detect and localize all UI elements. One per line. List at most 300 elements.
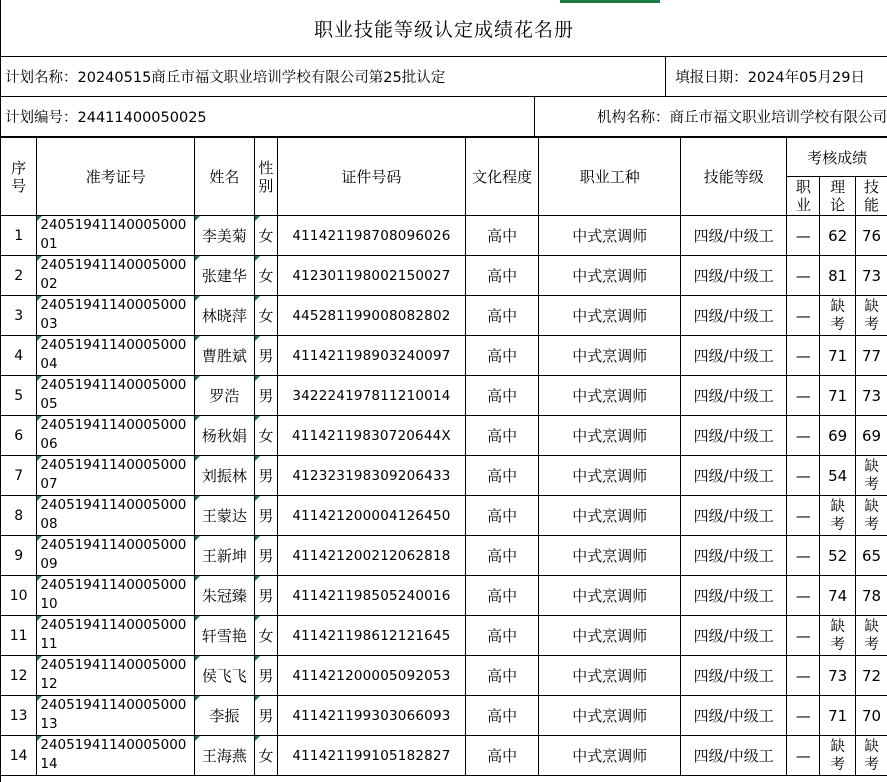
row-name[interactable] (195, 696, 254, 736)
row-score-prof-text: — (795, 706, 811, 725)
row-id-no-text: 411421198505240016 (292, 587, 451, 604)
row-occupation[interactable] (539, 256, 680, 296)
row-gender[interactable] (254, 496, 278, 536)
row-score-prof[interactable] (787, 736, 820, 776)
row-score-theory[interactable] (820, 256, 856, 296)
table-body (1, 216, 887, 776)
row-seq-text: 14 (9, 747, 28, 764)
plan-name-row (1, 57, 887, 97)
row-name[interactable] (195, 336, 254, 376)
row-education[interactable] (465, 456, 539, 496)
row-id-no[interactable] (278, 256, 466, 296)
row-occupation[interactable] (539, 336, 680, 376)
row-occupation-text: 中式烹调师 (572, 267, 648, 285)
row-name[interactable] (195, 376, 254, 416)
header-gender: 性别 (254, 138, 278, 216)
row-exam-no[interactable] (37, 496, 195, 536)
row-seq[interactable] (1, 696, 37, 736)
row-name-text: 朱冠臻 (201, 587, 247, 605)
row-id-no[interactable] (278, 416, 466, 456)
row-skill-level-text: 四级/中级工 (693, 507, 774, 525)
cell-comment-flag (255, 416, 260, 421)
org-name (597, 106, 887, 127)
row-occupation-text: 中式烹调师 (572, 587, 648, 605)
row-occupation[interactable] (539, 736, 680, 776)
row-name-text: 杨秋娟 (201, 427, 247, 445)
row-score-prof[interactable] (787, 456, 820, 496)
row-skill-level[interactable] (680, 656, 787, 696)
row-skill-level[interactable] (680, 696, 787, 736)
row-exam-no[interactable] (37, 656, 195, 696)
score-table (1, 137, 887, 776)
row-skill-level[interactable] (680, 216, 787, 256)
row-score-prof-text: — (795, 426, 811, 445)
row-gender-text: 男 (258, 667, 274, 685)
header-education: 文化程度 (465, 138, 539, 216)
row-seq[interactable] (1, 576, 37, 616)
row-score-theory-text: 71 (828, 386, 848, 405)
row-exam-no[interactable] (37, 456, 195, 496)
row-occupation[interactable] (539, 616, 680, 656)
header-skill-level: 技能等级 (680, 138, 787, 216)
cell-comment-flag (37, 576, 42, 581)
cell-comment-flag (255, 536, 260, 541)
row-score-prof[interactable] (787, 256, 820, 296)
row-score-skill-text: 缺考 (864, 458, 879, 493)
row-occupation-text: 中式烹调师 (572, 227, 648, 245)
plan-no-value: 24411400050025 (77, 110, 207, 126)
row-score-prof[interactable] (787, 336, 820, 376)
row-education-text: 高中 (487, 427, 518, 445)
row-occupation[interactable] (539, 656, 680, 696)
row-score-prof[interactable] (787, 496, 820, 536)
row-score-skill[interactable] (856, 736, 887, 776)
row-score-theory-text: 73 (828, 666, 848, 685)
row-seq-text: 9 (14, 547, 24, 564)
header-name: 姓名 (195, 138, 254, 216)
row-id-no-text: 41142119830720644X (292, 427, 451, 444)
row-occupation[interactable] (539, 456, 680, 496)
row-occupation-text: 中式烹调师 (572, 747, 648, 765)
row-score-prof[interactable] (787, 216, 820, 256)
row-education[interactable] (465, 336, 539, 376)
cell-comment-flag (37, 536, 42, 541)
row-exam-no[interactable] (37, 576, 195, 616)
row-score-theory[interactable] (820, 456, 856, 496)
cell-comment-flag (195, 536, 200, 541)
row-name[interactable] (195, 416, 254, 456)
row-seq-text: 7 (14, 467, 24, 484)
table-row[interactable] (1, 376, 887, 416)
row-score-theory[interactable] (820, 696, 856, 736)
cell-comment-flag (37, 296, 42, 301)
row-gender-text: 男 (258, 587, 274, 605)
row-score-theory[interactable] (820, 496, 856, 536)
row-skill-level-text: 四级/中级工 (693, 427, 774, 445)
row-gender[interactable] (254, 696, 278, 736)
row-score-prof-text: — (795, 586, 811, 605)
row-gender-text: 女 (258, 627, 274, 645)
row-education[interactable] (465, 496, 539, 536)
row-seq[interactable] (1, 296, 37, 336)
row-score-theory-text: 71 (828, 706, 848, 725)
row-score-skill[interactable] (856, 256, 887, 296)
row-education[interactable] (465, 416, 539, 456)
cell-comment-flag (195, 216, 200, 221)
table-row[interactable] (1, 656, 887, 696)
row-name-text: 曹胜斌 (201, 347, 247, 365)
cell-comment-flag (37, 696, 42, 701)
row-education-text: 高中 (487, 347, 518, 365)
row-seq[interactable] (1, 496, 37, 536)
row-score-prof[interactable] (787, 416, 820, 456)
plan-name-label: 计划名称： (5, 70, 78, 86)
row-exam-no[interactable] (37, 376, 195, 416)
table-row[interactable] (1, 616, 887, 656)
row-score-theory-text: 52 (828, 546, 848, 565)
row-name[interactable] (195, 656, 254, 696)
row-name[interactable] (195, 576, 254, 616)
header-row (1, 138, 887, 177)
row-education-text: 高中 (487, 707, 518, 725)
row-score-theory-text: 缺考 (830, 618, 845, 653)
row-exam-no[interactable] (37, 696, 195, 736)
row-score-skill[interactable] (856, 616, 887, 656)
page-title: 职业技能等级认定成绩花名册 (1, 0, 887, 57)
row-score-theory-text: 缺考 (830, 498, 845, 533)
row-seq[interactable] (1, 336, 37, 376)
table-row[interactable] (1, 416, 887, 456)
cell-comment-flag (195, 576, 200, 581)
row-score-skill[interactable] (856, 216, 887, 256)
row-education[interactable] (465, 736, 539, 776)
row-score-skill[interactable] (856, 536, 887, 576)
row-education[interactable] (465, 616, 539, 656)
row-seq[interactable] (1, 536, 37, 576)
row-score-skill-text: 65 (862, 546, 882, 565)
row-score-theory-text: 74 (828, 586, 848, 605)
row-skill-level-text: 四级/中级工 (693, 587, 774, 605)
row-gender[interactable] (254, 416, 278, 456)
row-skill-level[interactable] (680, 416, 787, 456)
header-id-no: 证件号码 (278, 138, 466, 216)
table-row[interactable] (1, 336, 887, 376)
row-skill-level[interactable] (680, 376, 787, 416)
row-id-no[interactable] (278, 736, 466, 776)
row-name[interactable] (195, 296, 254, 336)
header-seq: 序号 (1, 138, 37, 216)
row-score-skill-text: 76 (862, 226, 882, 245)
cell-comment-flag (255, 656, 260, 661)
row-education[interactable] (465, 696, 539, 736)
table-row[interactable] (1, 696, 887, 736)
header-scores: 考核成绩 (787, 138, 887, 177)
plan-no-row (1, 97, 887, 137)
row-seq[interactable] (1, 736, 37, 776)
row-occupation-text: 中式烹调师 (572, 507, 648, 525)
row-score-theory[interactable] (820, 576, 856, 616)
row-gender[interactable] (254, 296, 278, 336)
row-exam-no[interactable] (37, 416, 195, 456)
cell-comment-flag (195, 416, 200, 421)
row-occupation[interactable] (539, 536, 680, 576)
row-occupation[interactable] (539, 296, 680, 336)
row-exam-no-text: 2405194114000500014 (40, 737, 187, 772)
row-score-prof[interactable] (787, 656, 820, 696)
row-skill-level[interactable] (680, 536, 787, 576)
row-score-theory-text: 缺考 (830, 738, 845, 773)
row-gender-text: 女 (258, 267, 274, 285)
row-score-prof-text: — (795, 386, 811, 405)
row-gender[interactable] (254, 576, 278, 616)
row-id-no-text: 411421199105182827 (292, 747, 451, 764)
row-skill-level[interactable] (680, 496, 787, 536)
row-seq[interactable] (1, 216, 37, 256)
row-id-no[interactable] (278, 376, 466, 416)
row-score-skill[interactable] (856, 336, 887, 376)
row-id-no[interactable] (278, 216, 466, 256)
table-row[interactable] (1, 736, 887, 776)
row-seq[interactable] (1, 256, 37, 296)
row-education[interactable] (465, 536, 539, 576)
row-id-no[interactable] (278, 336, 466, 376)
row-skill-level-text: 四级/中级工 (693, 547, 774, 565)
row-score-theory-text: 69 (828, 426, 848, 445)
row-education-text: 高中 (487, 547, 518, 565)
row-seq-text: 11 (9, 627, 28, 644)
row-exam-no-text: 2405194114000500007 (40, 457, 187, 492)
row-education[interactable] (465, 656, 539, 696)
row-gender-text: 女 (258, 227, 274, 245)
row-score-prof-text: — (795, 546, 811, 565)
row-exam-no-text: 2405194114000500006 (40, 417, 187, 452)
header-score-skill: 技能 (856, 177, 887, 216)
row-seq[interactable] (1, 456, 37, 496)
row-exam-no[interactable] (37, 296, 195, 336)
row-gender[interactable] (254, 376, 278, 416)
row-skill-level-text: 四级/中级工 (693, 707, 774, 725)
row-name[interactable] (195, 616, 254, 656)
row-exam-no[interactable] (37, 536, 195, 576)
row-exam-no[interactable] (37, 336, 195, 376)
row-skill-level[interactable] (680, 336, 787, 376)
row-skill-level[interactable] (680, 616, 787, 656)
row-occupation[interactable] (539, 216, 680, 256)
row-exam-no-text: 2405194114000500008 (40, 497, 187, 532)
row-occupation[interactable] (539, 696, 680, 736)
row-gender[interactable] (254, 336, 278, 376)
row-gender[interactable] (254, 536, 278, 576)
row-occupation-text: 中式烹调师 (572, 627, 648, 645)
row-gender[interactable] (254, 736, 278, 776)
row-name[interactable] (195, 736, 254, 776)
row-occupation[interactable] (539, 416, 680, 456)
row-seq[interactable] (1, 616, 37, 656)
row-score-skill-text: 69 (862, 426, 882, 445)
row-skill-level[interactable] (680, 576, 787, 616)
row-seq-text: 13 (9, 707, 28, 724)
row-score-skill-text: 缺考 (864, 738, 879, 773)
row-education-text: 高中 (487, 387, 518, 405)
table-row[interactable] (1, 256, 887, 296)
table-row[interactable] (1, 536, 887, 576)
row-score-theory[interactable] (820, 536, 856, 576)
row-score-prof-text: — (795, 266, 811, 285)
row-id-no[interactable] (278, 616, 466, 656)
row-score-theory[interactable] (820, 376, 856, 416)
cell-comment-flag (37, 656, 42, 661)
row-score-theory[interactable] (820, 656, 856, 696)
row-exam-no-text: 2405194114000500003 (40, 297, 187, 332)
table-row[interactable] (1, 216, 887, 256)
row-education-text: 高中 (487, 587, 518, 605)
row-score-theory[interactable] (820, 296, 856, 336)
row-skill-level[interactable] (680, 736, 787, 776)
row-id-no-text: 411421198708096026 (292, 227, 451, 244)
row-education[interactable] (465, 576, 539, 616)
row-score-prof-text: — (795, 506, 811, 525)
row-occupation-text: 中式烹调师 (572, 347, 648, 365)
row-skill-level[interactable] (680, 456, 787, 496)
row-score-theory[interactable] (820, 416, 856, 456)
row-score-skill[interactable] (856, 296, 887, 336)
row-score-theory[interactable] (820, 336, 856, 376)
org-label: 机构名称： (597, 110, 670, 126)
row-id-no[interactable] (278, 296, 466, 336)
row-name-text: 李振 (209, 707, 240, 725)
row-exam-no-text: 2405194114000500001 (40, 217, 187, 252)
row-education-text: 高中 (487, 747, 518, 765)
row-score-prof-text: — (795, 466, 811, 485)
row-skill-level[interactable] (680, 296, 787, 336)
row-occupation[interactable] (539, 376, 680, 416)
row-score-skill-text: 缺考 (864, 618, 879, 653)
row-seq-text: 5 (14, 387, 24, 404)
row-gender-text: 女 (258, 747, 274, 765)
row-id-no[interactable] (278, 496, 466, 536)
row-score-prof[interactable] (787, 616, 820, 656)
row-score-theory[interactable] (820, 736, 856, 776)
row-gender[interactable] (254, 616, 278, 656)
row-seq-text: 4 (14, 347, 24, 364)
row-score-theory[interactable] (820, 616, 856, 656)
row-score-prof[interactable] (787, 296, 820, 336)
table-row[interactable] (1, 456, 887, 496)
row-name[interactable] (195, 496, 254, 536)
row-score-skill-text: 77 (862, 346, 882, 365)
cell-comment-flag (195, 376, 200, 381)
row-seq[interactable] (1, 416, 37, 456)
row-gender[interactable] (254, 256, 278, 296)
cell-comment-flag (255, 576, 260, 581)
row-score-skill[interactable] (856, 456, 887, 496)
row-occupation[interactable] (539, 576, 680, 616)
cell-comment-flag (37, 256, 42, 261)
row-skill-level-text: 四级/中级工 (693, 267, 774, 285)
row-score-skill-text: 72 (862, 666, 882, 685)
row-exam-no[interactable] (37, 616, 195, 656)
fill-date-value: 2024年05月29日 (747, 70, 865, 86)
cell-comment-flag (195, 296, 200, 301)
row-skill-level-text: 四级/中级工 (693, 227, 774, 245)
header-occupation: 职业工种 (539, 138, 680, 216)
row-education[interactable] (465, 256, 539, 296)
row-name-text: 李美菊 (201, 227, 247, 245)
row-seq[interactable] (1, 656, 37, 696)
row-education-text: 高中 (487, 507, 518, 525)
row-score-prof[interactable] (787, 696, 820, 736)
row-education[interactable] (465, 296, 539, 336)
divider (665, 57, 666, 96)
cell-comment-flag (37, 496, 42, 501)
row-score-skill-text: 73 (862, 266, 882, 285)
row-name[interactable] (195, 216, 254, 256)
row-score-skill[interactable] (856, 376, 887, 416)
table-row[interactable] (1, 576, 887, 616)
row-score-skill[interactable] (856, 496, 887, 536)
row-education[interactable] (465, 376, 539, 416)
row-seq[interactable] (1, 376, 37, 416)
row-id-no-text: 411421200212062818 (292, 547, 451, 564)
row-id-no-text: 412301198002150027 (292, 267, 451, 284)
row-score-skill[interactable] (856, 696, 887, 736)
row-score-skill[interactable] (856, 416, 887, 456)
row-occupation[interactable] (539, 496, 680, 536)
row-score-prof-text: — (795, 346, 811, 365)
table-row[interactable] (1, 296, 887, 336)
row-score-prof[interactable] (787, 376, 820, 416)
row-skill-level[interactable] (680, 256, 787, 296)
row-exam-no[interactable] (37, 256, 195, 296)
row-gender-text: 男 (258, 507, 274, 525)
cell-comment-flag (255, 736, 260, 741)
row-gender[interactable] (254, 216, 278, 256)
row-id-no[interactable] (278, 696, 466, 736)
row-seq-text: 10 (9, 587, 28, 604)
cell-comment-flag (255, 496, 260, 501)
row-name[interactable] (195, 456, 254, 496)
row-name[interactable] (195, 536, 254, 576)
row-education[interactable] (465, 216, 539, 256)
row-score-skill[interactable] (856, 656, 887, 696)
row-education-text: 高中 (487, 627, 518, 645)
cell-comment-flag (195, 696, 200, 701)
row-name[interactable] (195, 256, 254, 296)
row-score-prof[interactable] (787, 576, 820, 616)
row-score-skill[interactable] (856, 576, 887, 616)
row-id-no[interactable] (278, 456, 466, 496)
row-id-no[interactable] (278, 656, 466, 696)
row-exam-no[interactable] (37, 216, 195, 256)
row-skill-level-text: 四级/中级工 (693, 347, 774, 365)
row-id-no[interactable] (278, 576, 466, 616)
row-seq-text: 1 (14, 227, 24, 244)
row-id-no-text: 411421198612121645 (292, 627, 451, 644)
row-exam-no[interactable] (37, 736, 195, 776)
row-score-theory[interactable] (820, 216, 856, 256)
header-exam-no: 准考证号 (37, 138, 195, 216)
row-id-no-text: 412323198309206433 (292, 467, 451, 484)
row-gender[interactable] (254, 656, 278, 696)
plan-name (5, 66, 445, 87)
row-skill-level-text: 四级/中级工 (693, 667, 774, 685)
row-id-no[interactable] (278, 536, 466, 576)
table-row[interactable] (1, 496, 887, 536)
row-name-text: 张建华 (201, 267, 247, 285)
row-score-prof[interactable] (787, 536, 820, 576)
row-gender[interactable] (254, 456, 278, 496)
cell-comment-flag (255, 696, 260, 701)
